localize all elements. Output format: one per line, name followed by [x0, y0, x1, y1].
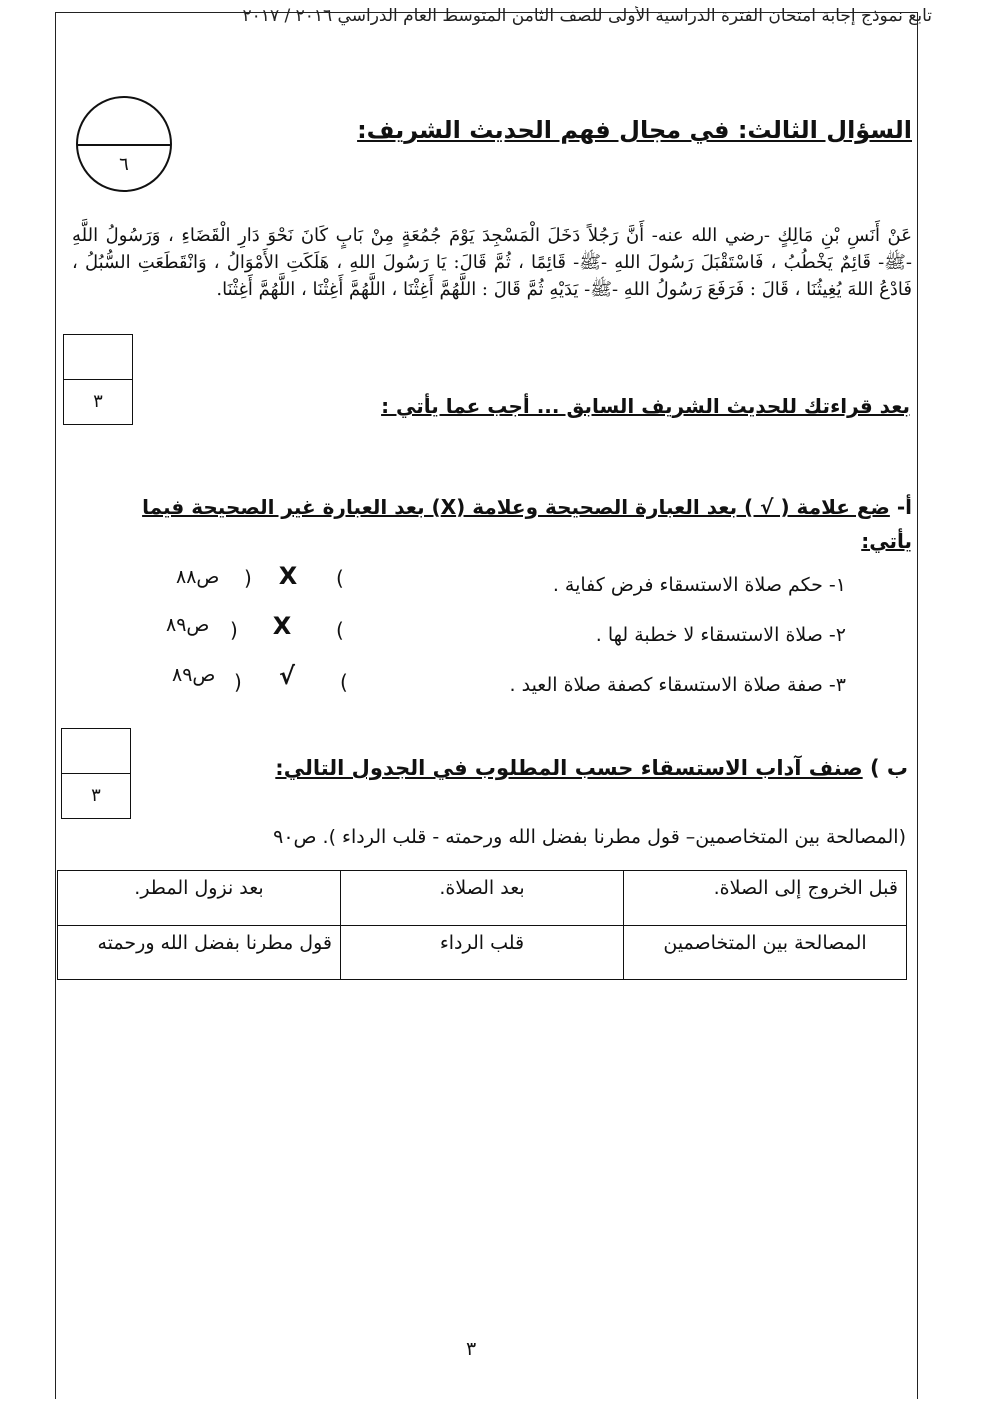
tf-item-1-open: (: [336, 566, 344, 590]
tf-item-3-text: ٣- صفة صلاة الاستسقاء كصفة صلاة العيد .: [509, 674, 846, 696]
page-header: تابع نموذج إجابة امتحان الفترة الدراسية الأولى للصف الثامن المتوسط العام الدراسي ٢٠١٦ / ٢٠١٧: [242, 6, 932, 26]
total-score-circle: [76, 96, 172, 192]
tf-item-2-mark: X: [272, 612, 292, 640]
hadith-text: عَنْ أَنَسِ بْنِ مَالِكٍ -رضي الله عنه- أَنَّ رَجُلاً دَخَلَ الْمَسْجِدَ يَوْمَ جُمُعَةٍ مِنْ بَابٍ كَانَ نَحْوَ دَارِ الْقَضَاءِ ، وَرَسُولُ اللَّهِ -ﷺ- قَائِمٌ يَخْطُبُ ، فَاسْتَقْبَلَ رَسُولَ اللهِ -ﷺ- قَائِمًا ، ثُمَّ قَالَ: يَا رَسُولَ اللهِ ، هَلَكَتِ الأَمْوَالُ ، وَانْقَطَعَتِ السُّبُلُ ، فَادْعُ اللهَ يُغِيثُنَا ، قَالَ : فَرَفَعَ رَسُولُ اللهِ -ﷺ- يَدَيْهِ ثُمَّ قَالَ : اللَّهُمَّ أَغِثْنَا ، اللَّهُمَّ أَغِثْنَا ، اللَّهُمَّ أَغِثْنَا.: [72, 225, 912, 300]
tf-item-1-ref: ص٨٨: [176, 566, 220, 588]
tf-item-1-text: ١- حكم صلاة الاستسقاء فرض كفاية .: [552, 574, 846, 596]
table-answer-before: المصالحة بين المتخاصمين: [624, 925, 907, 980]
tf-item-2-text: ٢- صلاة الاستسقاء لا خطبة لها .: [595, 624, 846, 646]
tf-item-3-ref: ص٨٩: [172, 664, 216, 686]
part-b-instruction-text: صنف آداب الاستسقاء حسب المطلوب في الجدول التالي:: [275, 756, 863, 780]
part-b-label: ب ): [869, 756, 908, 780]
table-row: [58, 871, 907, 926]
page-frame: [55, 12, 918, 1399]
part-b-options: (المصالحة بين المتخاصمين– قول مطرنا بفضل الله ورحمته - قلب الرداء ). ص٩٠: [273, 826, 906, 848]
part-a-instruction-text: ضع علامة ( √ ) بعد العبارة الصحيحة وعلامة (X) بعد العبارة غير الصحيحة فيما يأتي:: [142, 495, 912, 553]
table-row: [58, 925, 907, 980]
tf-item-3-mark: √: [278, 662, 295, 690]
manners-table: [57, 870, 907, 980]
tf-item-2-open: (: [336, 618, 344, 642]
part-a-label: أ-: [896, 495, 912, 519]
tf-item-1-mark: X: [278, 562, 298, 590]
page-number: ٣: [466, 1338, 477, 1360]
table-answer-after-rain: قول مطرنا بفضل الله ورحمته: [58, 925, 341, 980]
part-a-instruction: [112, 490, 912, 558]
tf-item-3-close: ): [234, 670, 242, 694]
score-box-blank: [62, 729, 130, 774]
part-b-score-box: [61, 728, 131, 819]
tf-item-3-open: (: [340, 670, 348, 694]
score-divider: [78, 144, 170, 146]
table-header-after-rain: بعد نزول المطر.: [58, 871, 341, 926]
table-header-after-prayer: بعد الصلاة.: [341, 871, 624, 926]
part-b-score-value: ٣: [91, 785, 101, 806]
tf-item-2-close: ): [230, 618, 238, 642]
part-b-instruction: [275, 756, 908, 780]
table-header-before: قبل الخروج إلى الصلاة.: [624, 871, 907, 926]
reading-instruction: بعد قراءتك للحديث الشريف السابق ... أجب عما يأتي :: [381, 394, 910, 418]
table-answer-after-prayer: قلب الرداء: [341, 925, 624, 980]
part-a-score-box: [63, 334, 133, 425]
tf-item-1-close: ): [244, 566, 252, 590]
part-a-score-value: ٣: [93, 391, 103, 412]
total-score-value: ٦: [119, 154, 129, 175]
score-box-blank: [64, 335, 132, 380]
tf-item-2-ref: ص٨٩: [166, 614, 210, 636]
question-title: السؤال الثالث: في مجال فهم الحديث الشريف:: [357, 116, 912, 144]
